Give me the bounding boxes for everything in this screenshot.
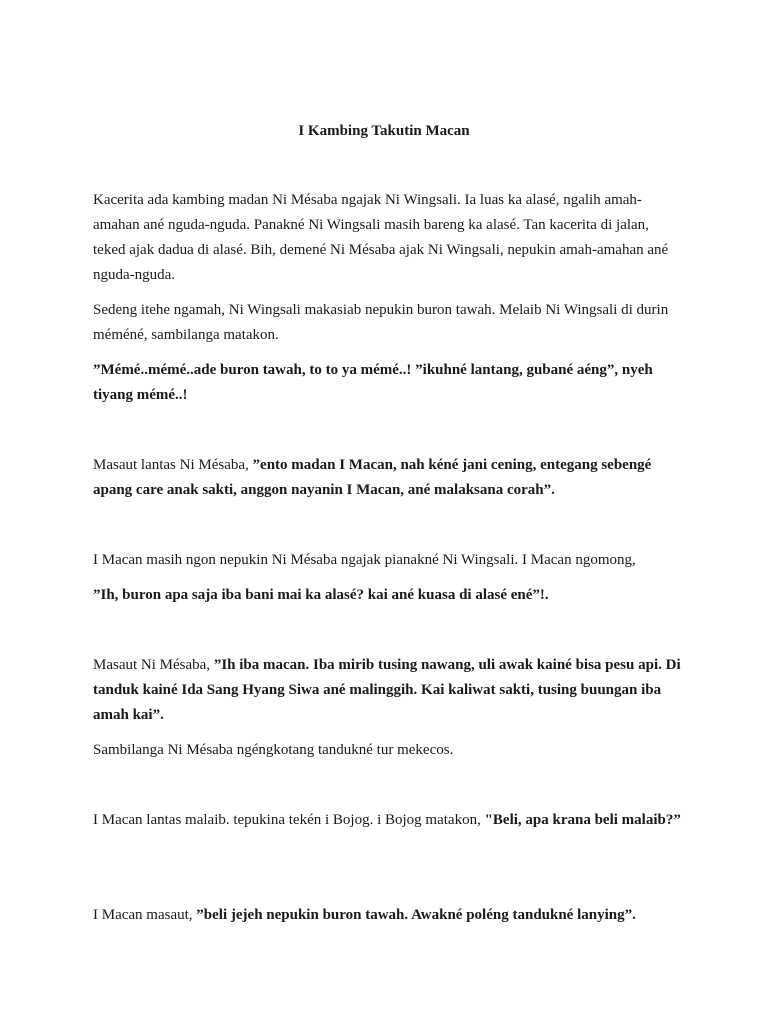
paragraph-3-dialogue: ”Mémé..mémé..ade buron tawah, to to ya mémé..! ”ikuhné lantang, gubané aéng”, nyeh tiyang mémé..! [93, 362, 653, 403]
paragraph-10-dialogue: ”beli jejeh nepukin buron tawah. Awakné poléng tandukné lanying”. [196, 907, 636, 923]
paragraph-2: Sedeng itehe ngamah, Ni Wingsali makasiab nepukin buron tawah. Melaib Ni Wingsali di durin méméné, sambilanga matakon. [93, 302, 669, 343]
paragraph-7-narration: Masaut Ni Mésaba, [93, 657, 214, 673]
paragraph-6-dialogue: ”Ih, buron apa saja iba bani mai ka alasé? kai ané kuasa di alasé ené”!. [93, 587, 549, 603]
paragraph-9 [93, 808, 683, 833]
paragraph-3 [93, 358, 683, 408]
paragraph-8: Sambilanga Ni Mésaba ngéngkotang tandukné tur mekecos. [93, 742, 454, 758]
paragraph-7 [93, 653, 683, 728]
paragraph-7-dialogue: ”Ih iba macan. Iba mirib tusing nawang, uli awak kainé bisa pesu api. Di tanduk kainé Ida Sang Hyang Siwa ané malinggih. Kai kaliwat sakti, tusing buungan iba amah kai”. [93, 657, 681, 723]
paragraph-4 [93, 453, 683, 503]
paragraph-10-narration: I Macan masaut, [93, 907, 197, 923]
paragraph-9-narration: I Macan lantas malaib. tepukina tekén i Bojog. i Bojog matakon, [93, 812, 485, 828]
paragraph-10 [93, 903, 683, 928]
paragraph-4-dialogue: ”ento madan I Macan, nah kéné jani cening, entegang sebengé apang care anak sakti, anggon nayanin I Macan, ané malaksana corah”. [93, 457, 652, 498]
paragraph-1: Kacerita ada kambing madan Ni Mésaba ngajak Ni Wingsali. Ia luas ka alasé, ngalih amah-amahan ané nguda-nguda. Panakné Ni Wingsali masih bareng ka alasé. Tan kacerita di jalan, teked ajak dadua di alasé. Bih, demené Ni Mésaba ajak Ni Wingsali, nepukin amah-amahan ané nguda-nguda. [93, 192, 669, 283]
paragraph-9-dialogue: "Beli, apa krana beli malaib?” [484, 812, 681, 828]
paragraph-4-narration: Masaut lantas Ni Mésaba, [93, 457, 253, 473]
document-title: I Kambing Takutin Macan [298, 123, 470, 139]
paragraph-5: I Macan masih ngon nepukin Ni Mésaba ngajak pianakné Ni Wingsali. I Macan ngomong, [93, 552, 636, 568]
paragraph-6 [93, 583, 683, 608]
